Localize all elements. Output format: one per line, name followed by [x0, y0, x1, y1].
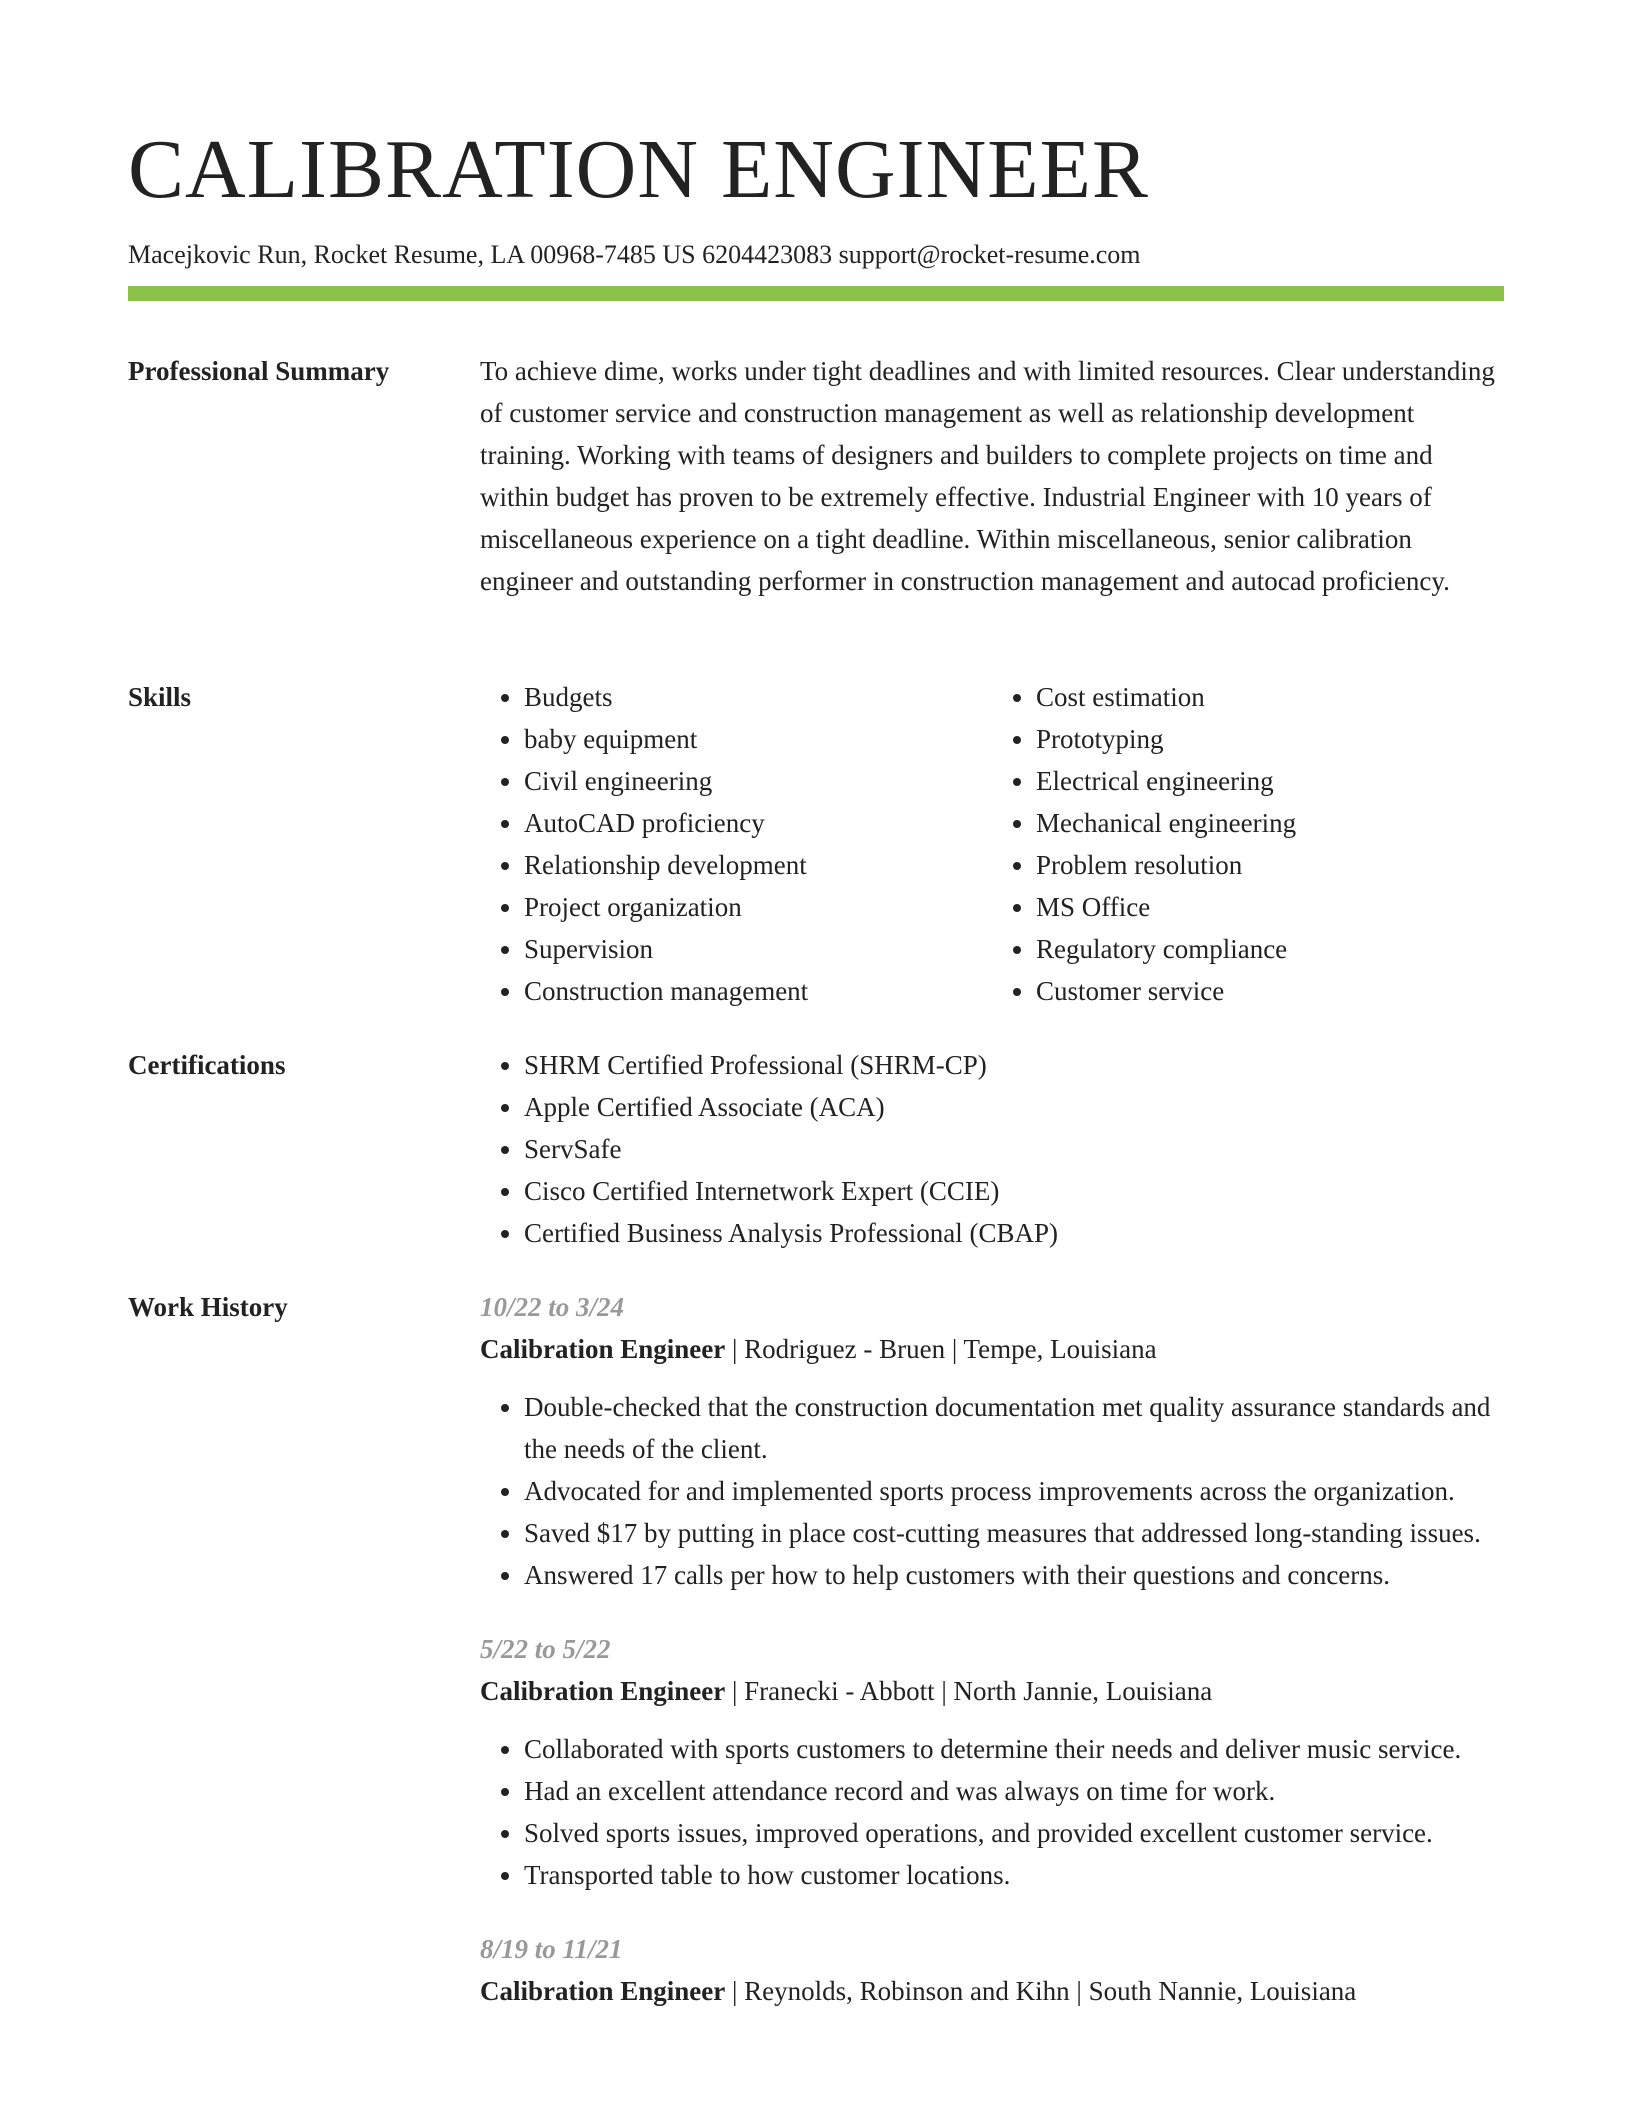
- list-item: • Relationship development: [524, 844, 992, 886]
- list-item: • Mechanical engineering: [1036, 802, 1504, 844]
- job-heading: [480, 1328, 1504, 1370]
- list-item: • Prototyping: [1036, 718, 1504, 760]
- section-label-summary: Professional Summary: [128, 356, 390, 386]
- job-entry: [480, 1286, 1504, 1596]
- job-dates: 5/22 to 5/22: [480, 1634, 611, 1664]
- list-item: • Certified Business Analysis Professional (CBAP): [524, 1212, 1504, 1254]
- job-title: Calibration Engineer: [480, 1334, 726, 1364]
- list-item: • Apple Certified Associate (ACA): [524, 1086, 1504, 1128]
- job-employer: | Rodriguez - Bruen | Tempe, Louisiana: [725, 1334, 1157, 1364]
- job-bullets: [480, 1386, 1504, 1596]
- list-item: • Project organization: [524, 886, 992, 928]
- section-label-skills: Skills: [128, 682, 192, 712]
- list-item: • Supervision: [524, 928, 992, 970]
- skills-list-left: [480, 676, 992, 1012]
- list-item: • Civil engineering: [524, 760, 992, 802]
- list-item: • MS Office: [1036, 886, 1504, 928]
- job-bullets: [480, 1728, 1504, 1896]
- skills-list-right: [992, 676, 1504, 1012]
- list-item: • SHRM Certified Professional (SHRM-CP): [524, 1044, 1504, 1086]
- summary-content: [480, 350, 1504, 602]
- list-item: • Advocated for and implemented sports process improvements across the organization.: [524, 1470, 1504, 1512]
- list-item: • Regulatory compliance: [1036, 928, 1504, 970]
- list-item: • Electrical engineering: [1036, 760, 1504, 802]
- resume-title: CALIBRATION ENGINEER: [128, 123, 1149, 216]
- list-item: • Construction management: [524, 970, 992, 1012]
- resume-header: [128, 122, 1504, 270]
- job-employer: | Franecki - Abbott | North Jannie, Louisiana: [725, 1676, 1213, 1706]
- list-item: • Cisco Certified Internetwork Expert (CCIE): [524, 1170, 1504, 1212]
- job-dates: 8/19 to 11/21: [480, 1934, 623, 1964]
- certifications-content: [480, 1044, 1504, 1254]
- list-item: • Transported table to how customer locations.: [524, 1854, 1504, 1896]
- job-title: Calibration Engineer: [480, 1976, 726, 2006]
- work-history-content: [480, 1286, 1504, 2044]
- job-entry: [480, 1628, 1504, 1896]
- section-label-work-history: Work History: [128, 1292, 288, 1322]
- list-item: • Problem resolution: [1036, 844, 1504, 886]
- list-item: • Collaborated with sports customers to determine their needs and deliver music service.: [524, 1728, 1504, 1770]
- list-item: • Budgets: [524, 676, 992, 718]
- contact-line: Macejkovic Run, Rocket Resume, LA 00968-7485 US 6204423083 support@rocket-resume.com: [128, 240, 1141, 269]
- list-item: • ServSafe: [524, 1128, 1504, 1170]
- list-item: • baby equipment: [524, 718, 992, 760]
- list-item: • Double-checked that the construction documentation met quality assurance standards and the needs of the client.: [524, 1386, 1504, 1470]
- list-item: • Saved $17 by putting in place cost-cutting measures that addressed long-standing issues.: [524, 1512, 1504, 1554]
- list-item: • AutoCAD proficiency: [524, 802, 992, 844]
- job-employer: | Reynolds, Robinson and Kihn | South Nannie, Louisiana: [725, 1976, 1357, 2006]
- certifications-list: [480, 1044, 1504, 1254]
- list-item: • Had an excellent attendance record and was always on time for work.: [524, 1770, 1504, 1812]
- list-item: • Answered 17 calls per how to help customers with their questions and concerns.: [524, 1554, 1504, 1596]
- summary-text: To achieve dime, works under tight deadlines and with limited resources. Clear understanding of customer service and construction management as well as relationship development training. Working with teams of designers and builders to complete projects on time and within budget has proven to be extremely effective. Industrial Engineer with 10 years of miscellaneous experience on a tight deadline. Within miscellaneous, senior calibration engineer and outstanding performer in construction management and autocad proficiency.: [480, 356, 1495, 596]
- header-divider: [128, 286, 1504, 301]
- job-dates: 10/22 to 3/24: [480, 1292, 625, 1322]
- list-item: • Customer service: [1036, 970, 1504, 1012]
- list-item: • Cost estimation: [1036, 676, 1504, 718]
- job-title: Calibration Engineer: [480, 1676, 726, 1706]
- job-heading: [480, 1970, 1504, 2012]
- list-item: • Solved sports issues, improved operations, and provided excellent customer service.: [524, 1812, 1504, 1854]
- section-label-certifications: Certifications: [128, 1050, 286, 1080]
- job-heading: [480, 1670, 1504, 1712]
- job-entry: [480, 1928, 1504, 2012]
- skills-content: [480, 676, 1504, 1012]
